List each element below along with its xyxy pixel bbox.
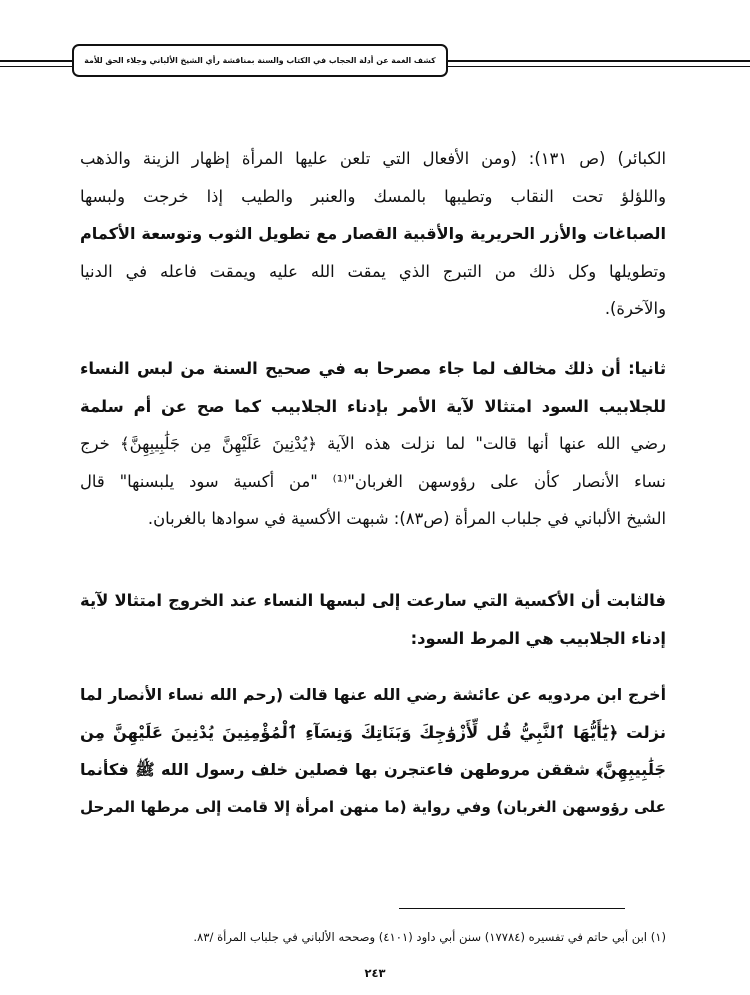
paragraph-line: أخرج ابن مردويه عن عائشة رضي الله عنها قالت (رحم الله نساء الأنصار لما: [80, 685, 666, 704]
header-rule-left: [0, 60, 74, 62]
footnote: (١) ابن أبي حاتم في تفسيره (١٧٧٨٤) سنن أبي داود (٤١٠١) وصححه الألباني في جلباب المرأة /٨٣.: [193, 930, 666, 944]
paragraph-line: والآخرة).: [604, 299, 666, 318]
paragraph-line: ثانيا: أن ذلك مخالف لما جاء مصرحا به في صحيح السنة من لبس النساء: [80, 359, 666, 378]
paragraph-line: واللؤلؤ تحت النقاب وتطيبها بالمسك والعنبر والطيب إذا خرجت ولبسها: [80, 186, 666, 206]
paragraph-line: على رؤوسهن الغربان) وفي رواية (ما منهن امرأة إلا قامت إلى مرطها المرحل: [80, 797, 666, 816]
paragraph-line: إدناء الجلابيب هي المرط السود:: [410, 628, 666, 648]
header-rule-right-thin: [446, 66, 750, 67]
paragraph-2: [80, 350, 666, 538]
paragraph-line: رضي الله عنها أنها قالت" لما نزلت هذه الآية ﴿يُدْنِينَ عَلَيْهِنَّ مِن جَلَٰبِيبِهِنَّ﴾ خرج: [80, 434, 666, 453]
header-rule-right: [446, 60, 750, 62]
paragraph-line: الكبائر) (ص ١٣١): (ومن الأفعال التي تلعن عليها المرأة إظهار الزينة والذهب: [80, 149, 666, 168]
paragraph-line: الصباغات والأزر الحريرية والأقبية القصار مع تطويل الثوب وتوسعة الأكمام: [80, 224, 666, 243]
header-rule-left-thin: [0, 66, 74, 67]
paragraph-line: نزلت ﴿يَٰٓأَيُّهَا ٱلنَّبِيُّ قُل لِّأَزْوَٰجِكَ وَبَنَاتِكَ وَنِسَآءِ ٱلْمُؤْمِنِينَ يُدْنِينَ عَلَيْهِنَّ مِن: [80, 722, 666, 742]
paragraph-1: [80, 140, 666, 328]
running-header-box: [72, 44, 448, 77]
paragraph-line: للجلابيب السود امتثالا لآية الأمر بإدناء الجلابيب كما صح عن أم سلمة: [80, 396, 666, 416]
paragraph-line: جَلَٰبِيبِهِنَّ﴾ شققن مروطهن فاعتجرن بها فصلين خلف رسول الله ﷺ فكأنما: [80, 760, 666, 779]
paragraph-line: فالثابت أن الأكسية التي سارعت إلى لبسها النساء عند الخروج امتثالا لآية: [80, 591, 666, 610]
paragraph-line: نساء الأنصار كأن على رؤوسهن الغربان"⁽¹⁾ "من أكسية سود يلبسنها" قال: [80, 471, 666, 491]
paragraph-line: الشيخ الألباني في جلباب المرأة (ص٨٣): شبهت الأكسية في سوادها بالغربان.: [147, 509, 666, 528]
paragraph-4: [80, 676, 666, 826]
paragraph-line: وتطويلها وكل ذلك من التبرج الذي يمقت الله عليه ويمقت فاعله في الدنيا: [80, 261, 666, 281]
footnote-separator: [399, 908, 625, 909]
paragraph-3: [80, 582, 666, 657]
running-header-title: كشف الغمة عن أدلة الحجاب في الكتاب والسنة بمناقشة رأي الشيخ الألباني وجلاء الحق للأمة: [84, 56, 436, 65]
page-number: ٢٤٣: [364, 966, 386, 980]
